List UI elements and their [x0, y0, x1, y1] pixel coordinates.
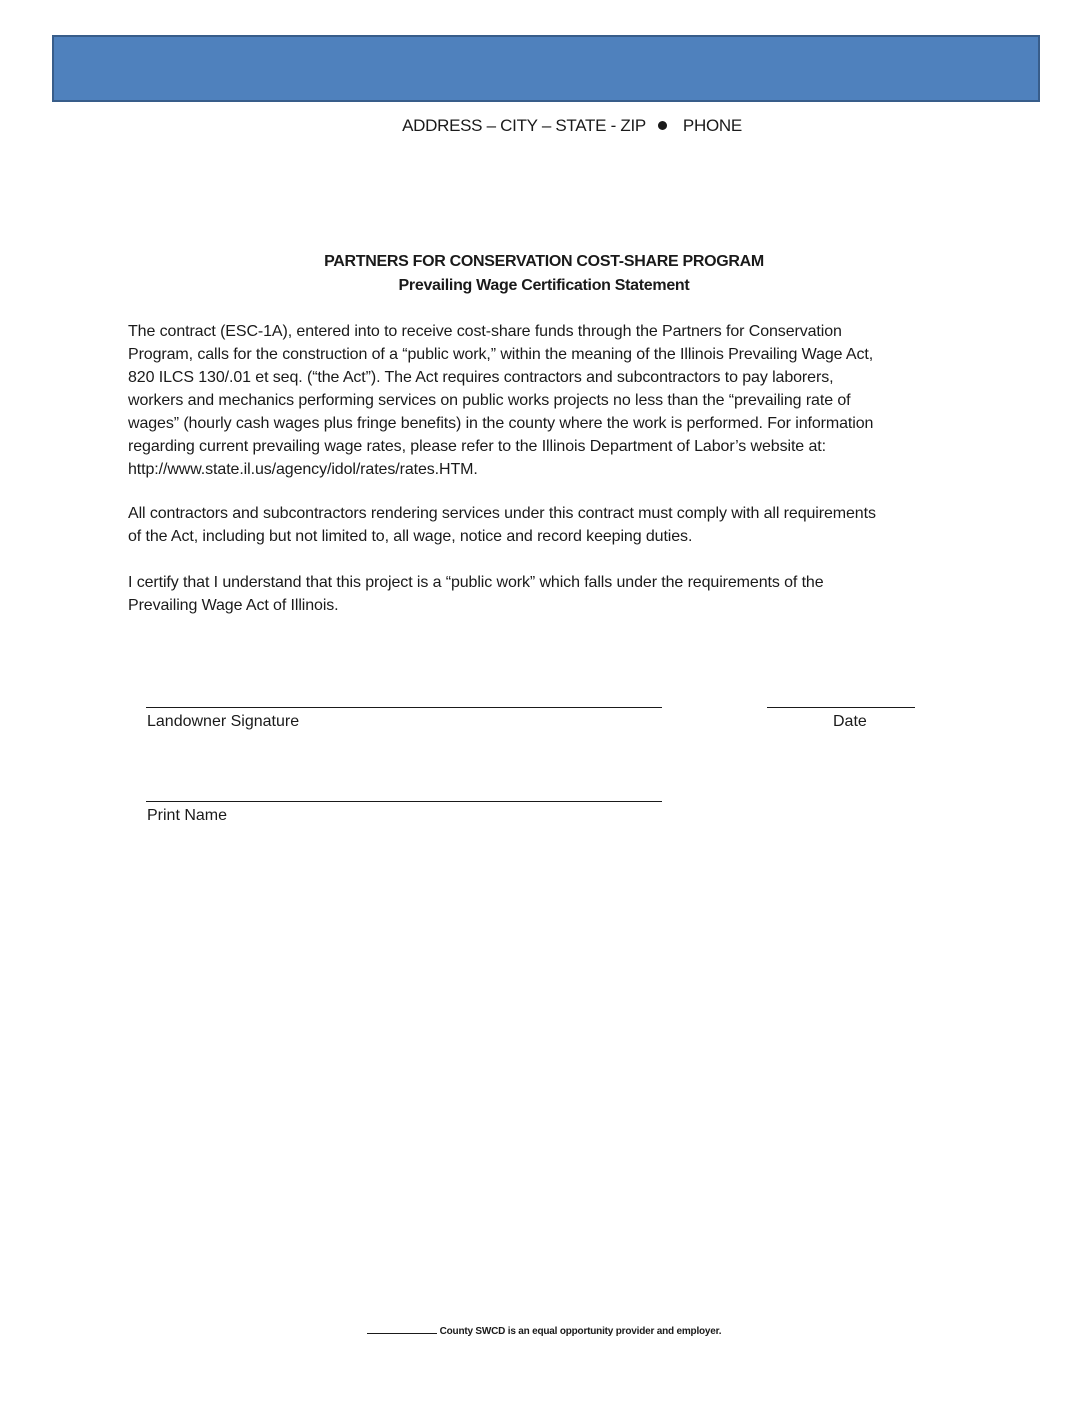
contact-line	[0, 116, 1088, 136]
contact-address: ADDRESS – CITY – STATE - ZIP	[402, 116, 646, 135]
website-url: http://www.state.il.us/agency/idol/rates/rates.HTM.	[128, 461, 478, 478]
certification-paragraph	[128, 571, 958, 617]
text-line: Program, calls for the construction of a “public work,” within the meaning of the Illinois Prevailing Wage Act,	[128, 346, 874, 363]
text-line: wages” (hourly cash wages plus fringe benefits) in the county where the work is performed. For information	[128, 415, 874, 432]
compliance-paragraph	[128, 502, 958, 548]
text-line: of the Act, including but not limited to, all wage, notice and record keeping duties.	[128, 528, 693, 545]
date-label: Date	[833, 713, 867, 730]
landowner-signature-line[interactable]	[146, 707, 662, 708]
print-name-label: Print Name	[147, 807, 228, 824]
text-line: workers and mechanics performing services on public works projects no less than the “prevailing rate of	[128, 392, 851, 409]
text-line: The contract (ESC-1A), entered into to receive cost-share funds through the Partners for Conservation	[128, 323, 842, 340]
footer	[0, 1326, 1088, 1337]
print-name-line[interactable]	[146, 801, 662, 802]
text-line: I certify that I understand that this project is a “public work” which falls under the requirements of the	[128, 574, 824, 591]
bullet-icon	[658, 121, 667, 130]
text-line: All contractors and subcontractors rendering services under this contract must comply with all requirements	[128, 505, 876, 522]
statement-title: Prevailing Wage Certification Statement	[398, 277, 690, 294]
text-line: Prevailing Wage Act of Illinois.	[128, 597, 339, 614]
county-blank	[367, 1333, 437, 1334]
document-title	[0, 250, 1088, 298]
program-title: PARTNERS FOR CONSERVATION COST-SHARE PROGRAM	[324, 253, 764, 270]
header-banner	[52, 35, 1040, 102]
text-line: regarding current prevailing wage rates, please refer to the Illinois Department of Labor’s website at:	[128, 438, 826, 455]
contract-paragraph	[128, 320, 958, 481]
contact-phone: PHONE	[682, 116, 742, 135]
date-line[interactable]	[767, 707, 915, 708]
footer-text: County SWCD is an equal opportunity provider and employer.	[439, 1326, 722, 1337]
landowner-signature-label: Landowner Signature	[147, 713, 300, 730]
text-line: 820 ILCS 130/.01 et seq. (“the Act”). The Act requires contractors and subcontractors to pay laborers,	[128, 369, 834, 386]
